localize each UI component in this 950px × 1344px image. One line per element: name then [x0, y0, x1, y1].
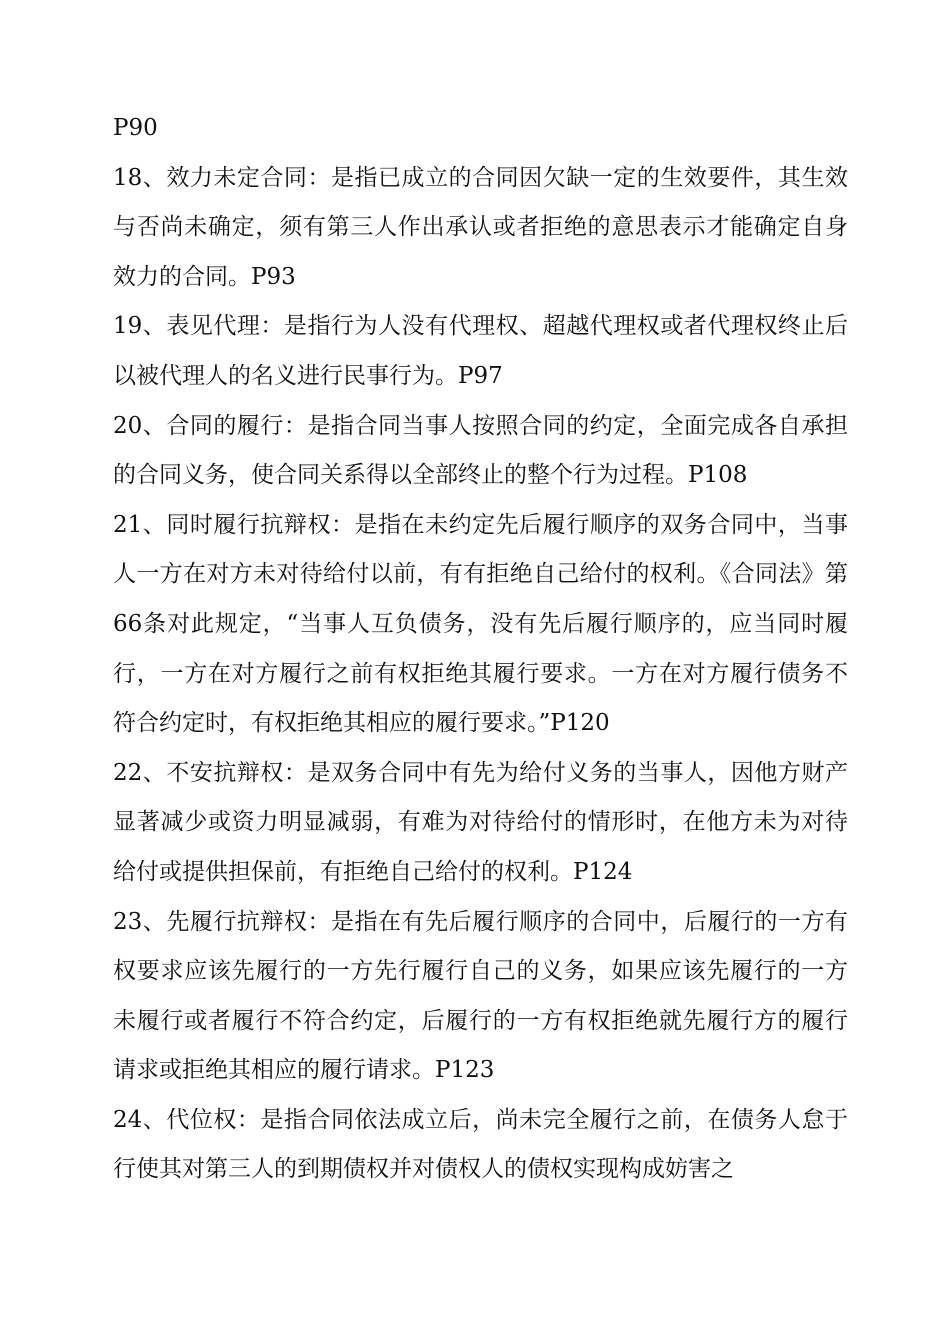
definition-item-20: 20、合同的履行：是指合同当事人按照合同的约定，全面完成各自承担的合同义务，使合同关系得以全部终止的整个行为过程。P108 — [113, 412, 848, 489]
definition-item-24: 24、代位权：是指合同依法成立后，尚未完全履行之前，在债务人怠于行使其对第三人的到期债权并对债权人的债权实现构成妨害之 — [113, 1106, 848, 1183]
definition-item-19: 19、表见代理：是指行为人没有代理权、超越代理权或者代理权终止后以被代理人的名义进行民事行为。P97 — [113, 313, 848, 389]
definition-item-18: 18、效力未定合同：是指已成立的合同因欠缺一定的生效要件，其生效与否尚未确定，须有第三人作出承认或者拒绝的意思表示才能确定自身效力的合同。P93 — [113, 164, 848, 290]
definition-item-21: 21、同时履行抗辩权：是指在未约定先后履行顺序的双务合同中，当事人一方在对方未对待给付以前，有有拒绝自己给付的权利。《合同法》第66条对此规定，“当事人互负债务，没有先后履行顺序的，应当同时履行，一方在对方履行之前有权拒绝其履行要求。一方在对方履行债务不符合约定时，有权拒绝其相应的履行要求。”P120 — [113, 511, 848, 737]
page-reference: P90 — [113, 115, 158, 141]
definition-item-22: 22、不安抗辩权：是双务合同中有先为给付义务的当事人，因他方财产显著减少或资力明显减弱，有难为对待给付的情形时，在他方未为对待给付或提供担保前，有拒绝自己给付的权利。P124 — [113, 759, 848, 885]
definition-item-23: 23、先履行抗辩权：是指在有先后履行顺序的合同中，后履行的一方有权要求应该先履行的一方先行履行自己的义务，如果应该先履行的一方未履行或者履行不符合约定，后履行的一方有权拒绝就先履行方的履行请求或拒绝其相应的履行请求。P123 — [113, 908, 848, 1084]
document-body — [113, 104, 848, 1195]
